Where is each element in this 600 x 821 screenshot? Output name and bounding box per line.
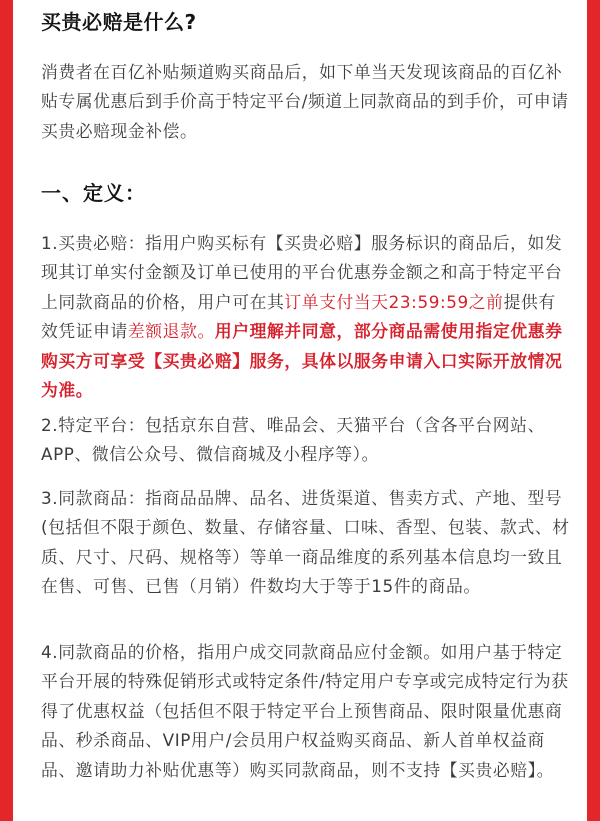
item1-refund-highlight: 差额退款 (127, 321, 198, 342)
item1-deadline-highlight: 订单支付当天23:59:59之前 (284, 291, 504, 312)
definition-item-1 (41, 229, 573, 405)
definition-item-4: 4.同款商品的价格，指用户成交同款商品应付金额。如用户基于特定平台开展的特殊促销形式或特定条件/特定用户专享或完成特定行为获得了优惠权益（包括但不限于特定平台上预售商品、限时限量优惠商品、秒杀商品、VIP用户/会员用户权益购买商品、新人首单权益商品、邀请助力补贴优惠等）购买同款商品，则不支持【买贵必赔】。 (41, 642, 569, 780)
definition-item-3: 3.同款商品：指商品品牌、品名、进货渠道、售卖方式、产地、型号(包括但不限于颜色、数量、存储容量、口味、香型、包装、款式、材质、尺寸、尺码、规格等）等单一商品维度的系列基本信息均一致且在售、可售、已售（月销）件数均大于等于15件的商品。 (41, 488, 570, 597)
item1-tail-highlight: 用户理解并同意，部分商品需使用指定优惠券购买方可享受【买贵必赔】服务，具体以服务申请入口实际开放情况为准。 (41, 321, 563, 401)
content-card (13, 0, 587, 821)
item1-text-a: 1.买贵必赔：指用户购买标有【买贵必赔】服务标识的商品后，如发现其订单实付金额及订单已使用的平台优惠券金额之和高于特定平台上同款商品的价格，用户可在其 (41, 233, 563, 312)
item1-text-c: 。 (197, 321, 215, 342)
definition-item-2: 2.特定平台：包括京东自营、唯品会、天猫平台（含各平台网站、APP、微信公众号、微信商城及小程序等）。 (41, 415, 545, 465)
section-heading: 一、定义： (41, 181, 146, 205)
item1-text-b: 提供有效凭证申请 (41, 291, 556, 342)
intro-paragraph: 消费者在百亿补贴频道购买商品后，如下单当天发现该商品的百亿补贴专属优惠后到手价高于特定平台/频道上同款商品的到手价，可申请买贵必赔现金补偿。 (41, 62, 569, 141)
page-title: 买贵必赔是什么? (41, 10, 197, 34)
